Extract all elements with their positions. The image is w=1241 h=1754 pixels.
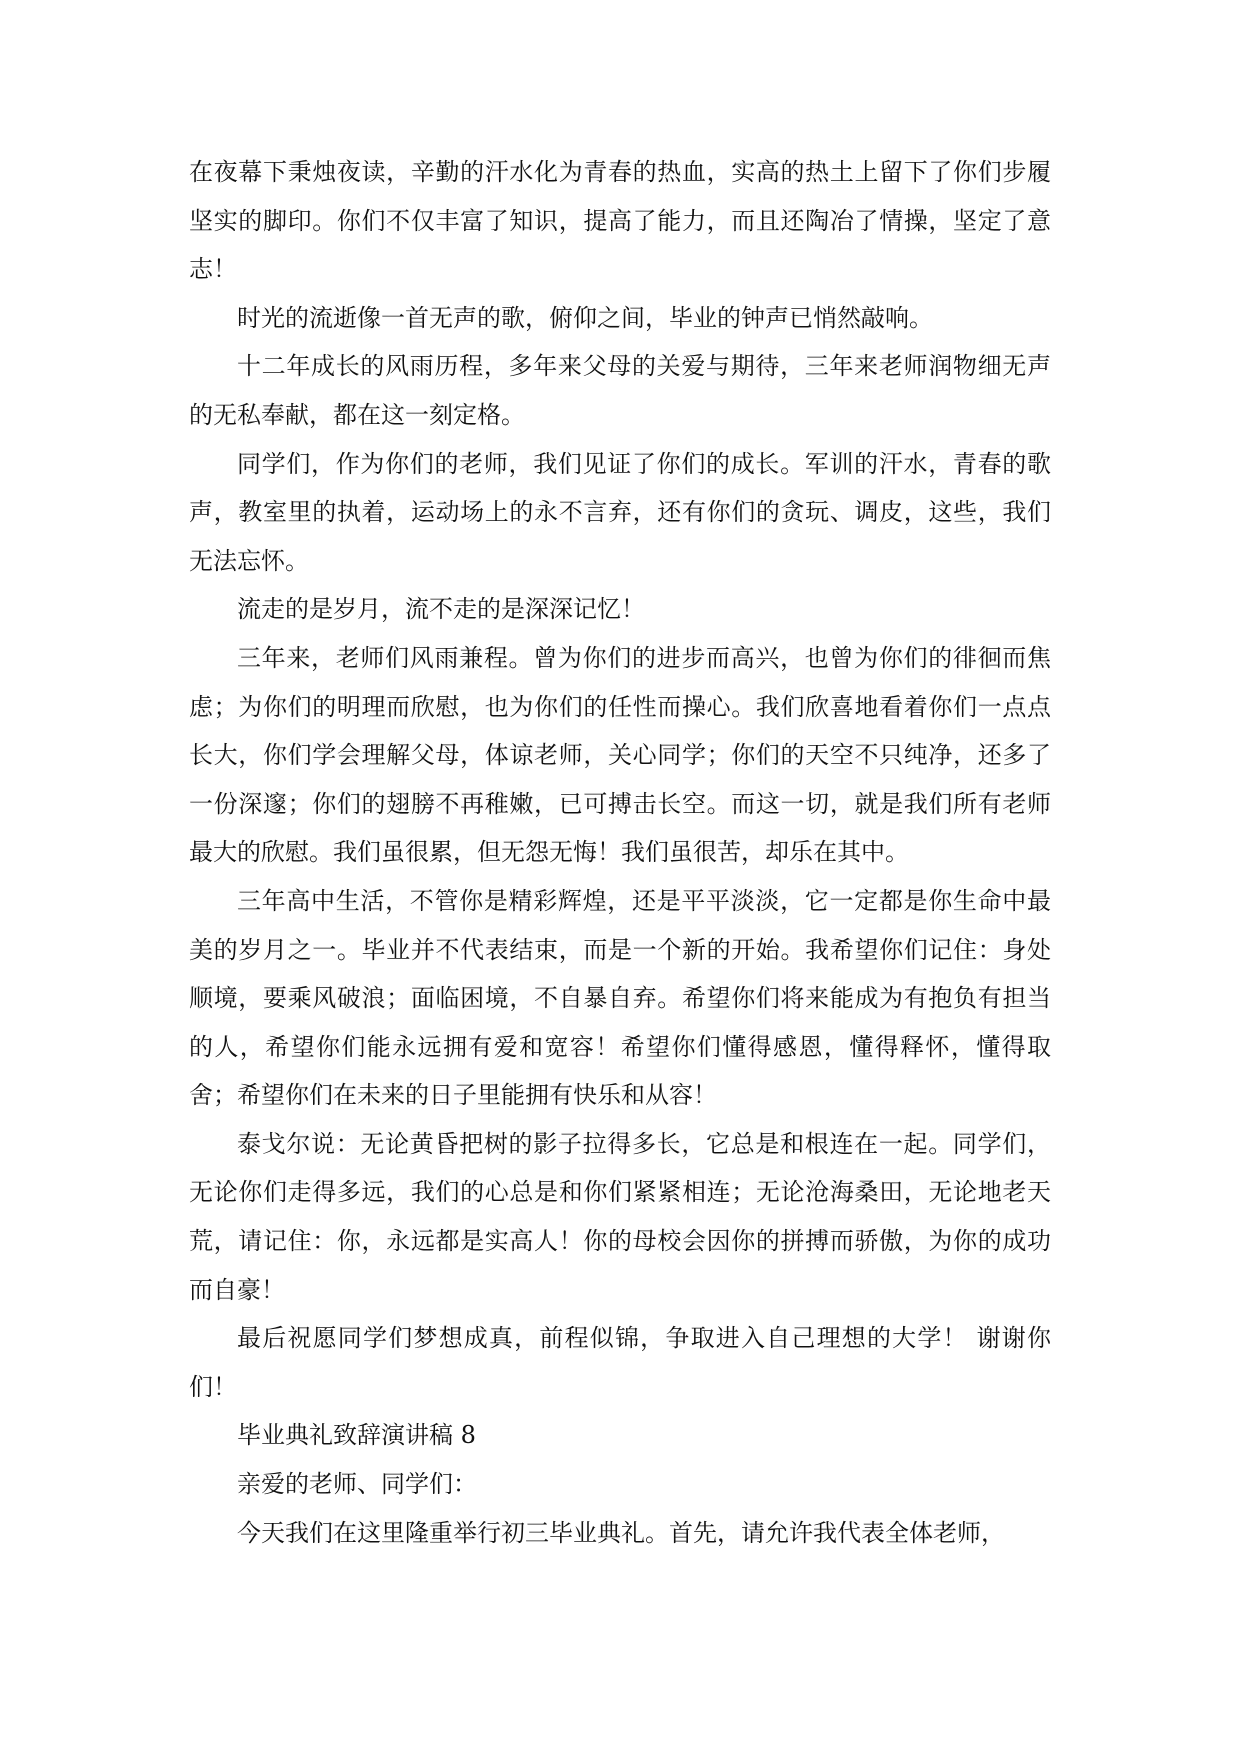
section-title: 毕业典礼致辞演讲稿 8 — [237, 1421, 476, 1450]
paragraph: 十二年成长的风雨历程，多年来父母的关爱与期待，三年来老师润物细无声的无私奉献，都在这一刻定格。 — [189, 352, 1051, 429]
paragraph-continuation: 在夜幕下秉烛夜读，辛勤的汗水化为青春的热血，实高的热土上留下了你们步履坚实的脚印。你们不仅丰富了知识，提高了能力，而且还陶冶了情操，坚定了意志！ — [189, 158, 1051, 284]
paragraph: 流走的是岁月，流不走的是深深记忆！ — [237, 595, 645, 624]
paragraph: 今天我们在这里隆重举行初三毕业典礼。首先，请允许我代表全体老师， — [237, 1518, 1005, 1547]
paragraph: 泰戈尔说：无论黄昏把树的影子拉得多长，它总是和根连在一起。同学们，无论你们走得多远，我们的心总是和你们紧紧相连；无论沧海桑田，无论地老天荒，请记住：你，永远都是实高人！你的母校会因你的拼搏而骄傲，为你的成功而自豪！ — [189, 1129, 1051, 1304]
paragraph: 时光的流逝像一首无声的歌，俯仰之间，毕业的钟声已悄然敲响。 — [237, 303, 933, 332]
salutation: 亲爱的老师、同学们： — [237, 1470, 477, 1499]
paragraph: 三年高中生活，不管你是精彩辉煌，还是平平淡淡，它一定都是你生命中最美的岁月之一。毕业并不代表结束，而是一个新的开始。我希望你们记住：身处顺境，要乘风破浪；面临困境，不自暴自弃。希望你们将来能成为有抱负有担当的人，希望你们能永远拥有爱和宽容！希望你们懂得感恩，懂得释怀，懂得取舍；希望你们在未来的日子里能拥有快乐和从容！ — [189, 886, 1051, 1110]
paragraph: 三年来，老师们风雨兼程。曾为你们的进步而高兴，也曾为你们的徘徊而焦虑；为你们的明理而欣慰，也为你们的任性而操心。我们欣喜地看着你们一点点长大，你们学会理解父母，体谅老师，关心同学；你们的天空不只纯净，还多了一份深邃；你们的翅膀不再稚嫩，已可搏击长空。而这一切，就是我们所有老师最大的欣慰。我们虽很累，但无怨无悔！我们虽很苦，却乐在其中。 — [189, 643, 1051, 867]
paragraph: 同学们，作为你们的老师，我们见证了你们的成长。军训的汗水，青春的歌声，教室里的执着，运动场上的永不言弃，还有你们的贪玩、调皮，这些，我们无法忘怀。 — [189, 449, 1051, 575]
paragraph: 最后祝愿同学们梦想成真，前程似锦，争取进入自己理想的大学！ 谢谢你们！ — [189, 1324, 1051, 1401]
document-body — [189, 148, 1051, 1557]
